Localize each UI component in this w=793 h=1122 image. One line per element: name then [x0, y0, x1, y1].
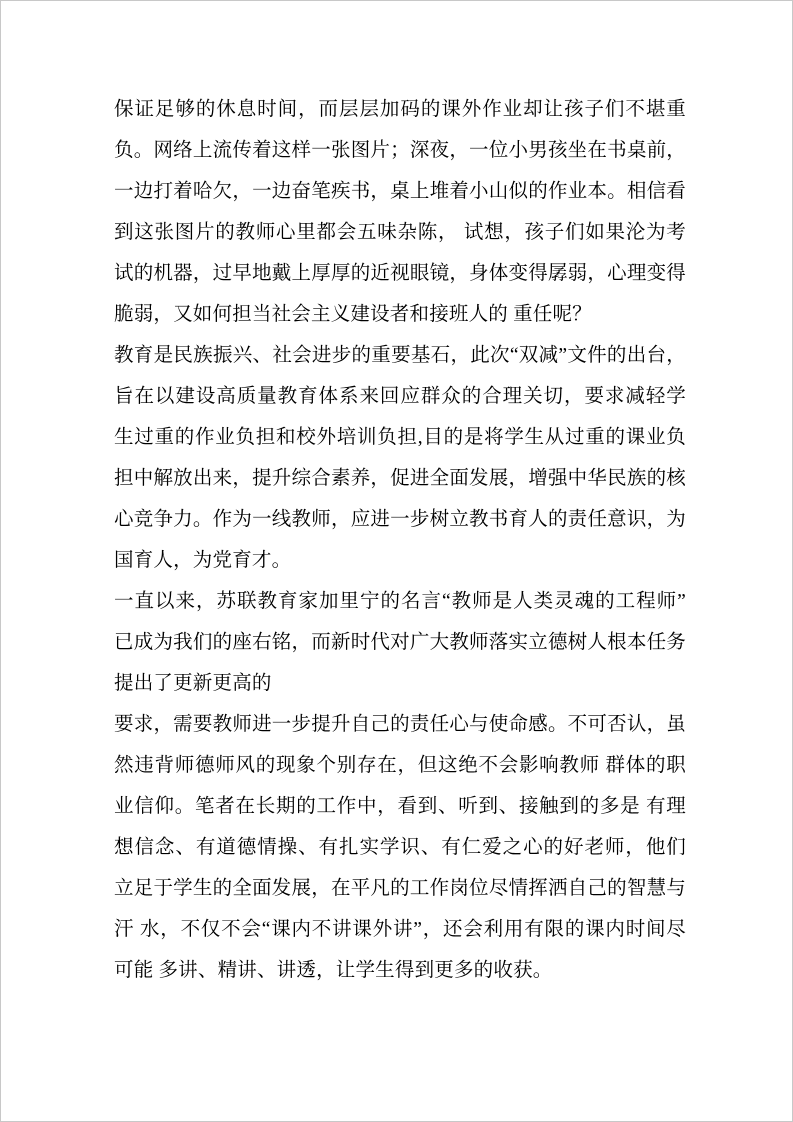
paragraph: 保证足够的休息时间，而层层加码的课外作业却让孩子们不堪重负。网络上流传着这样一张图片；深夜，一位小男孩坐在书桌前，一边打着哈欠，一边奋笔疾书，桌上堆着小山似的作业本。相信看到这张图片的教师心里都会五味杂陈， 试想，孩子们如果沦为考试的机器，过早地戴上厚厚的近视眼镜，身体变得孱弱，心理变得脆弱，又如何担当社会主义建设者和接班人的 重任呢？: [114, 99, 686, 325]
paragraph: 一直以来，苏联教育家加里宁的名言“教师是人类灵魂的工程师” 已成为我们的座右铭，而新时代对广大教师落实立德树人根本任务提出了更新更高的: [114, 591, 686, 694]
paragraph: 教育是民族振兴、社会进步的重要基石，此次“双减”文件的出台，旨在以建设高质量教育体系来回应群众的合理关切，要求减轻学 生过重的作业负担和校外培训负担,目的是将学生从过重的课业负担中解放出来，提升综合素养，促进全面发展，增强中华民族的核心竞争力。作为一线教师，应进一步树立教书育人的责任意识，为国育人，为党育才。: [114, 345, 686, 571]
document-body: [114, 89, 686, 991]
paragraph: 要求，需要教师进一步提升自己的责任心与使命感。不可否认，虽然违背师德师风的现象个别存在，但这绝不会影响教师 群体的职业信仰。笔者在长期的工作中，看到、听到、接触到的多是 有理想信念、有道德情操、有扎实学识、有仁爱之心的好老师，他们 立足于学生的全面发展，在平凡的工作岗位尽情挥洒自己的智慧与汗 水，不仅不会“课内不讲课外讲”，还会利用有限的课内时间尽可能 多讲、精讲、讲透，让学生得到更多的收获。: [114, 714, 686, 981]
